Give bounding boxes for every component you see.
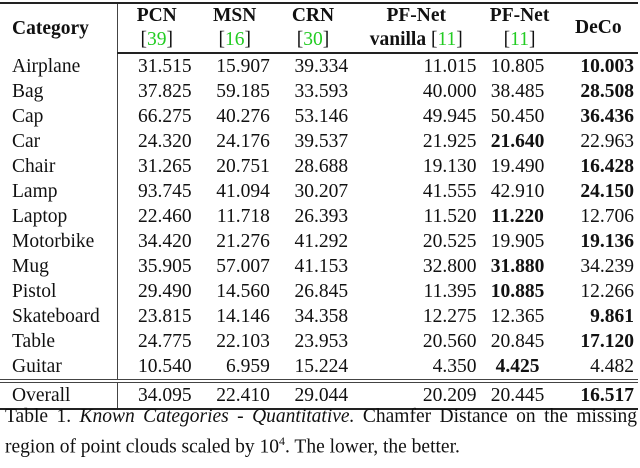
cell-value: 22.103 xyxy=(216,331,270,352)
cell-value: 24.320 xyxy=(137,131,192,152)
cell-value: 41.094 xyxy=(216,181,270,202)
cell-value: 6.959 xyxy=(225,356,270,377)
cell-value: 16.428 xyxy=(580,156,634,177)
header-category: Category xyxy=(0,3,117,53)
cell-value: 22.460 xyxy=(137,206,192,227)
cell-value: 53.146 xyxy=(294,106,349,127)
cell-value: 21.925 xyxy=(422,131,477,152)
cell-value: 31.265 xyxy=(137,156,192,177)
cell-value: 11.395 xyxy=(423,281,477,302)
cell-value: 4.350 xyxy=(432,356,477,377)
table-row xyxy=(0,53,638,79)
cell-value: 29.490 xyxy=(137,281,192,302)
table-row xyxy=(0,204,638,229)
cell-value: 39.334 xyxy=(294,56,349,77)
cell-value: 41.153 xyxy=(294,256,349,277)
row-category: Pistol xyxy=(0,279,117,304)
cell-value: 20.209 xyxy=(352,381,480,409)
caption-exponent: 4 xyxy=(279,434,286,448)
header-col-3: PF-Net xyxy=(352,3,480,28)
cell-value: 41.555 xyxy=(422,181,477,202)
cell-value: 12.365 xyxy=(490,306,545,327)
cell-value: 31.880 xyxy=(490,256,545,277)
header-col-4: PF-Net xyxy=(480,3,558,28)
cell-value: 19.905 xyxy=(490,231,545,252)
cell-value: 17.120 xyxy=(580,331,634,352)
caption-text-2: . The lower, the better. xyxy=(285,436,460,458)
header-col-1-ref: [16] xyxy=(196,28,274,53)
cell-value: 20.560 xyxy=(422,331,477,352)
row-category: Overall xyxy=(0,381,117,409)
cell-value: 11.520 xyxy=(423,206,477,227)
cell-value: 24.150 xyxy=(580,181,634,202)
cell-value: 19.490 xyxy=(490,156,545,177)
cell-value: 49.945 xyxy=(422,106,477,127)
cell-value: 11.015 xyxy=(423,56,477,77)
cell-value: 34.358 xyxy=(294,306,349,327)
header-col-3-sub: vanilla [11] xyxy=(352,28,480,53)
row-category: Skateboard xyxy=(0,304,117,329)
row-category: Chair xyxy=(0,154,117,179)
table-row xyxy=(0,129,638,154)
row-category: Mug xyxy=(0,254,117,279)
header-col-2-ref: [30] xyxy=(274,28,352,53)
cell-value: 19.130 xyxy=(422,156,477,177)
caption-text: Chamfer Distance on the missing region of point clouds scaled by 10 xyxy=(5,406,637,458)
cell-value: 14.560 xyxy=(216,281,270,302)
cell-value: 36.436 xyxy=(580,106,634,127)
cell-value: 34.095 xyxy=(117,381,195,409)
cell-value: 4.482 xyxy=(590,356,634,377)
cell-value: 57.007 xyxy=(216,256,270,277)
cell-value: 21.640 xyxy=(490,131,545,152)
cell-value: 40.276 xyxy=(216,106,270,127)
cell-value: 4.425 xyxy=(495,356,540,377)
cell-value: 40.000 xyxy=(422,81,477,102)
cell-value: 28.688 xyxy=(294,156,349,177)
citation-link[interactable]: 11 xyxy=(510,29,529,50)
table-row xyxy=(0,354,638,381)
row-category: Lamp xyxy=(0,179,117,204)
cell-value: 20.445 xyxy=(480,381,558,409)
cell-value: 22.963 xyxy=(580,131,634,152)
table-row xyxy=(0,229,638,254)
row-category: Guitar xyxy=(0,354,117,381)
cell-value: 34.239 xyxy=(580,256,634,277)
cell-value: 93.745 xyxy=(137,181,192,202)
table-row xyxy=(0,154,638,179)
cell-value: 39.537 xyxy=(294,131,349,152)
table-row xyxy=(0,329,638,354)
caption-title: Known Categories - Quantitative. xyxy=(79,406,355,427)
row-category: Cap xyxy=(0,104,117,129)
cell-value: 26.393 xyxy=(294,206,349,227)
cell-value: 15.907 xyxy=(216,56,270,77)
caption-label: Table 1. xyxy=(5,406,72,427)
cell-value: 12.266 xyxy=(580,281,634,302)
cell-value: 33.593 xyxy=(294,81,349,102)
cell-value: 24.775 xyxy=(137,331,192,352)
header-col-5: DeCo xyxy=(559,3,638,53)
cell-value: 29.044 xyxy=(274,381,352,409)
cell-value: 28.508 xyxy=(580,81,634,102)
table-row xyxy=(0,304,638,329)
cell-value: 26.845 xyxy=(294,281,349,302)
cell-value: 66.275 xyxy=(137,106,192,127)
header-col-0-ref: [39] xyxy=(117,28,195,53)
row-category: Bag xyxy=(0,79,117,104)
cell-value: 16.517 xyxy=(559,381,638,409)
cell-value: 20.751 xyxy=(216,156,270,177)
row-category: Laptop xyxy=(0,204,117,229)
header-col-1: MSN xyxy=(196,3,274,28)
cell-value: 59.185 xyxy=(216,81,270,102)
row-category: Airplane xyxy=(0,53,117,79)
header-sub-label: vanilla xyxy=(369,29,427,50)
cell-value: 10.540 xyxy=(137,356,192,377)
cell-value: 41.292 xyxy=(294,231,349,252)
table-row xyxy=(0,254,638,279)
row-category: Table xyxy=(0,329,117,354)
cell-value: 20.845 xyxy=(490,331,545,352)
cell-value: 10.885 xyxy=(490,281,545,302)
citation-link[interactable]: 39 xyxy=(146,29,167,50)
header-col-0: PCN xyxy=(117,3,195,28)
cell-value: 38.485 xyxy=(490,81,545,102)
cell-value: 9.861 xyxy=(590,306,634,327)
cell-value: 23.953 xyxy=(294,331,349,352)
cell-value: 10.805 xyxy=(490,56,545,77)
table-row xyxy=(0,79,638,104)
cell-value: 22.410 xyxy=(196,381,274,409)
cell-value: 30.207 xyxy=(294,181,349,202)
row-category: Car xyxy=(0,129,117,154)
table-row xyxy=(0,279,638,304)
cell-value: 23.815 xyxy=(137,306,192,327)
cell-value: 11.220 xyxy=(491,206,544,227)
cell-value: 12.706 xyxy=(580,206,634,227)
cell-value: 10.003 xyxy=(580,56,634,77)
table-row xyxy=(0,104,638,129)
header-col-2: CRN xyxy=(274,3,352,28)
cell-value: 15.224 xyxy=(294,356,349,377)
cell-value: 20.525 xyxy=(422,231,477,252)
row-category: Motorbike xyxy=(0,229,117,254)
table-row xyxy=(0,179,638,204)
header-col-4-ref: [11] xyxy=(480,28,558,53)
citation-link[interactable]: 11 xyxy=(437,29,457,50)
cell-value: 11.718 xyxy=(216,206,270,227)
cell-value: 12.275 xyxy=(422,306,477,327)
citation-link[interactable]: 30 xyxy=(303,29,323,50)
results-table xyxy=(0,2,638,410)
cell-value: 31.515 xyxy=(137,56,192,77)
cell-value: 37.825 xyxy=(137,81,192,102)
cell-value: 19.136 xyxy=(580,231,634,252)
table-caption xyxy=(5,404,637,460)
cell-value: 24.176 xyxy=(216,131,270,152)
cell-value: 32.800 xyxy=(422,256,477,277)
cell-value: 14.146 xyxy=(216,306,270,327)
cell-value: 35.905 xyxy=(137,256,192,277)
cell-value: 50.450 xyxy=(490,106,545,127)
cell-value: 42.910 xyxy=(490,181,545,202)
cell-value: 34.420 xyxy=(137,231,192,252)
citation-link[interactable]: 16 xyxy=(224,29,245,50)
cell-value: 21.276 xyxy=(216,231,270,252)
